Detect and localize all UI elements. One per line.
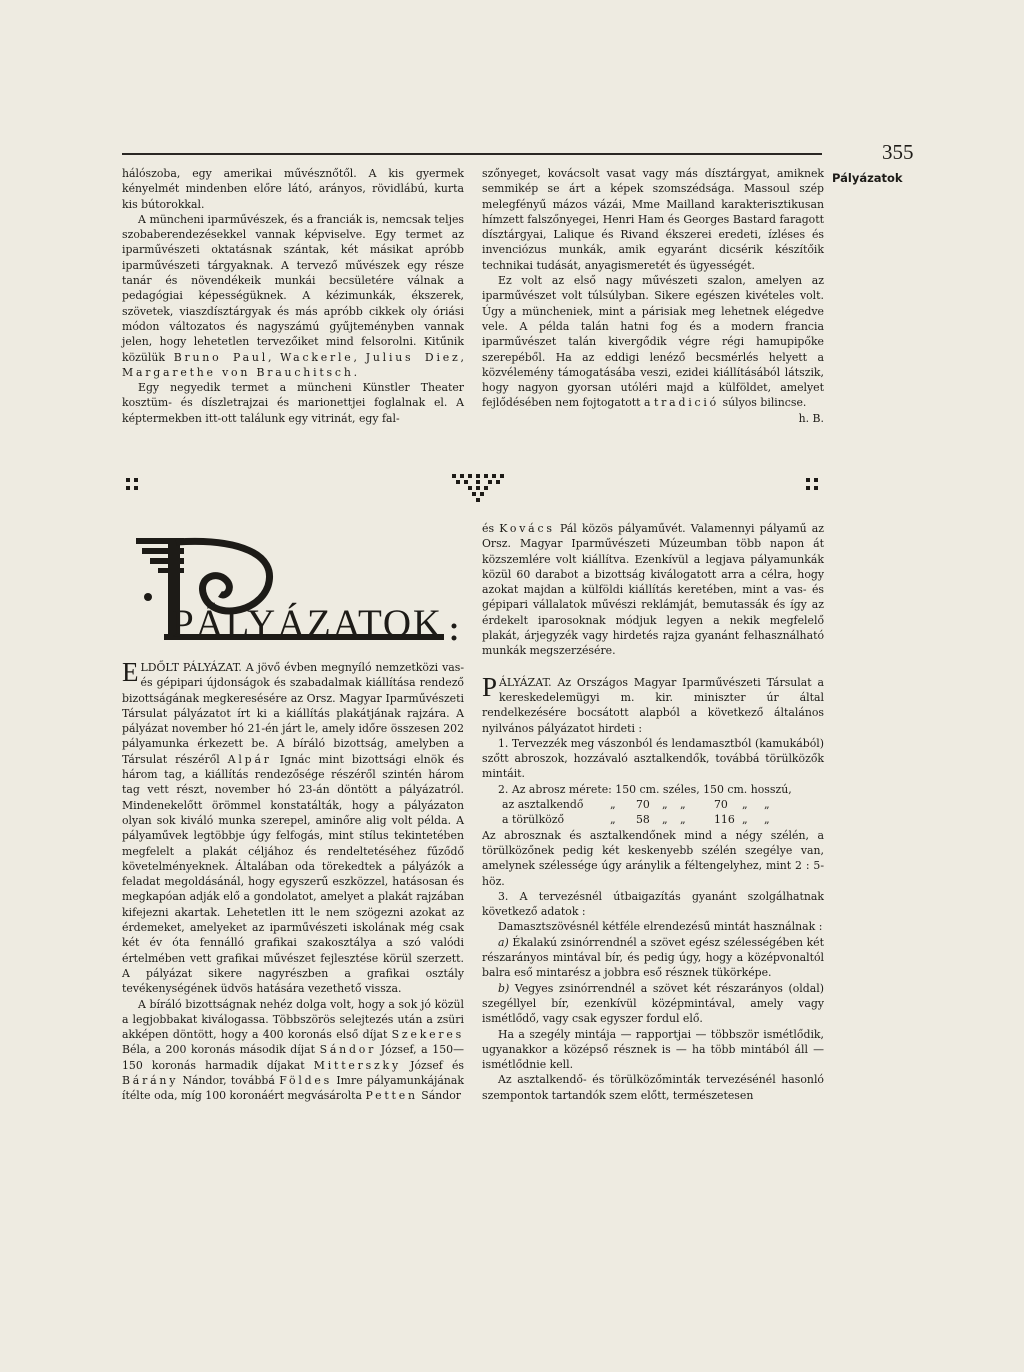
paragraph: A müncheni iparművészek, és a franciák is, nemcsak teljes szobaberendezésekkel vannak képviselve. Egy termet az iparművészeti oktatásnak szántak, két másikat apróbb iparművészeti tárgyaknak. A tervező művészek egy része tanár és növendékeik munkái becsületére válnak a pedagógiai képességüknek. A kézimunkák, ékszerek, szövetek, viaszdísztárgyak és más apróbb cikkek oly óriási módon változatos és nagyszámú gyűjteményben vannak jelen, hogy lehetetlen tervezőiket mind felsorolni. Kitűnik közülük Bruno Paul, Wackerle, Julius Diez, Margarethe von Brauchitsch. (122, 212, 464, 379)
column-top-left (122, 166, 464, 426)
paragraph: Ez volt az első nagy művészeti szalon, amelyen az iparművészet volt túlsúlyban. Sikere egészen kivételes volt. Úgy a müncheniek, mint a párisiak meg lehetnek elégedve vele. A példa talán hatni fog és a modern francia iparművészet talán kivergődik végre régi hamupipőke szerepéből. Ha az eddigi lenéző becsmérlés helyett a közvélemény támogatásába veszi, ezidei kiállításából látszik, hogy nagyon gyorsan utóléri majd a külföldet, amelyet fejlődésében nem fojtogatott a tradició súlyos bilincse. h. B. (482, 274, 824, 425)
paragraph: Az abrosznak és asztalkendőnek mind a négy szélén, a törülközőnek pedig két keskenyebb szélén szegélye van, amelynek szélessége úgy aránylik a féltengelyhez, mint 2 : 5-höz. (482, 828, 824, 888)
paragraph: hálószoba, egy amerikai művésznőtől. A kis gyermek kényelmét mindenben előre látó, arányos, rövidlábú, kurta kis bútorokkal. (122, 167, 464, 211)
drop-cap: E (122, 657, 139, 687)
size-row-towel: a törülköző „ 58 „ „ 116 „ „ (502, 813, 770, 827)
size-row-napkin: az asztalkendő „ 70 „ „ 70 „ „ (502, 798, 770, 812)
ornament-center (452, 474, 504, 502)
paragraph: A bíráló bizottságnak nehéz dolga volt, hogy a sok jó közül a legjobbakat kiválogassa. Többszörös selejtezés után a zsüri akképen döntött, hogy a 400 koronás első díjat Szekeres Béla, a 200 koronás második díjat Sándor József, a 150—150 koronás harmadik díjakat Mitterszky József és Bárány Nándor, továbbá Földes Imre pályamunkájának ítélte oda, míg 100 koronáért megvásárolta Petten Sándor (122, 997, 464, 1103)
title-text: PÁLYÁZATOK (172, 602, 440, 645)
paragraph: és Kovács Pál közös pályaművét. Valamennyi pályamű az Orsz. Magyar Iparművészeti Múzeumban több napon át közszemlére volt kiállítva. Ezenkívül a legjava pályamunkák közül 60 darabot a bizottság kiválogatott arra a célra, hogy azokat majdan a külföldi kiállítás keretében, mint a vas- és gépipari vállalatok művészi reklámját, bemutassák és így az érdekelt iparosoknak módjuk legyen a nekik megfelelő plakát, árjegyzék vagy hirdetés rajza gyanánt felhasználható munkák megszerzésére. (482, 522, 825, 658)
paragraph: b) Vegyes zsinórrendnél a szövet két részarányos (oldal) szegéllyel bír, ezenkívül középmintával, amely vagy ismétlődő, vagy csak egyszer fordul elő. (482, 981, 824, 1026)
header-rule (122, 153, 822, 155)
ornament-right (806, 478, 824, 496)
paragraph: 1. Tervezzék meg vászonból és lendamasztból (kamukából) szőtt abroszok, hozzávaló asztalkendők, továbbá törülközők mintáit. (482, 736, 824, 781)
paragraph: Damasztszövésnél kétféle elrendezésű mintát használnak : (498, 920, 823, 934)
paragraph: Az asztalkendő- és törülközőminták tervezésénél hasonló szempontok tartandók szem előtt, természetesen (482, 1073, 824, 1102)
paragraph: 3. A tervezésnél útbaigazítás gyanánt szolgálhatnak következő adatok : (482, 889, 824, 919)
paragraph: szőnyeget, kovácsolt vasat vagy más dísztárgyat, amiknek semmikép se árt a képek szomszédsága. Massoul szép melegfényű mázos vázái, Mme Mailland karakterisztikusan hímzett falszőnyegei, Henri Ham és Georges Bastard faragott dísztárgyai, Lalique és Rivand ékszerei eredeti, ízléses és invenciózus munkák, amik egyaránt dicsérik készítőik technikai tudását, anyagismeretét és ügyességét. (482, 167, 824, 272)
paragraph: a) Ékalakú zsinórrendnél a szövet egész szélességében két részarányos mintával bír, és pedig úgy, hogy a középvonaltól balra eső mintarész a jobbra eső résznek tükörképe. (482, 935, 824, 980)
page-number: 355 (882, 140, 914, 164)
drop-cap: P (482, 671, 498, 702)
title-lettering-graphic (128, 534, 468, 649)
paragraph: 2. Az abrosz mérete: 150 cm. széles, 150 cm. hosszú, (498, 782, 792, 796)
paragraph: ELDŐLT PÁLYÁZAT. A jövő évben megnyíló nemzetközi vas- és gépipari újdonságok és szabadalmak kiállítása rendező bizottságának megkeresésére az Orsz. Magyar Iparművészeti Társulat pályázatot írt ki a kiállítás plakátjának rajzára. A pályázat november hó 21-én járt le, amely időre összesen 202 pályamunka érkezett be. A bíráló bizottság, amelyben a Társulat részéről Alpár Ignác mint bizottsági elnök és három tag, a kiállítás rendezősége részéről szintén három tag vett részt, november hó 23-án döntött a pályázatról. Mindenekelőtt örömmel konstatálták, hogy a pályázaton olyan sok kiváló munka szerepel, aminőre alig volt példa. A pályaművek legtöbbje úgy felfogás, mint stílus tekintetében megfelelt a plakát céljához és rendeltetéséhez fűződő követelményeknek. Általában oda törekedtek a pályázók a feladat megoldásánál, hogy egyszerű eszközzel, hatásosan és megkapóan adják elő a gondolatot, amelyet a plakát rajzában kifejezni akartak. Lehetetlen itt le nem szögezni azokat az érdemeket, amelyeket az iparművészeti iskolának még csak két év óta fennálló grafikai szakosztálya a szó valódi értelmében vett grafikai művészet fejlesztése körül szerzett. A pályázat sikere nagyrészben a grafikai osztály tevékenységének üdvös hatására vezethető vissza. (122, 657, 465, 996)
ornament-left (126, 478, 144, 496)
column-bottom-left (122, 657, 465, 1104)
column-bottom-right (482, 521, 824, 1103)
paragraph: PÁLYÁZAT. Az Országos Magyar Iparművészeti Társulat a kereskedelemügyi m. kir. miniszter úr által rendelkezésére bocsátott alapból a következő általános nyilvános pályázatot hirdeti : (482, 671, 824, 735)
section-title-palyazatok (128, 534, 468, 649)
running-head: Pályázatok (832, 171, 903, 185)
author-signature: h. B. (798, 411, 824, 425)
paragraph: Egy negyedik termet a müncheni Künstler Theater kosztüm- és díszletrajzai és marionettjei foglalnak el. A képtermekben itt-ott találunk egy vitrinát, egy fal- (122, 381, 464, 425)
column-top-right (482, 166, 824, 426)
paragraph: Ha a szegély mintája — rapportjai — többször ismétlődik, ugyanakkor a középső résznek is — ha több mintából áll — ismétlődnie kell. (482, 1027, 824, 1072)
